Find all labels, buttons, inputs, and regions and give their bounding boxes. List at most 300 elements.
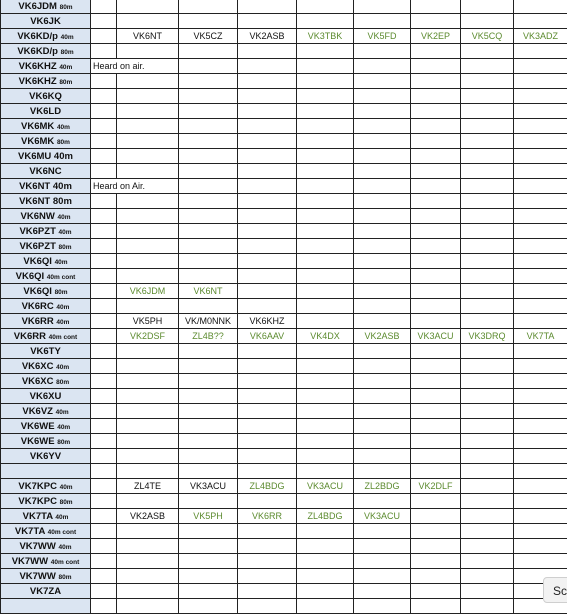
contact-cell[interactable]: [411, 524, 461, 539]
contact-cell[interactable]: [411, 119, 461, 134]
contact-cell[interactable]: VK6RR: [238, 509, 297, 524]
contact-cell[interactable]: [179, 599, 238, 614]
contact-cell[interactable]: [179, 194, 238, 209]
contact-cell[interactable]: [514, 434, 567, 449]
contact-cell[interactable]: [117, 164, 179, 179]
contact-cell[interactable]: [297, 389, 354, 404]
contact-cell[interactable]: [461, 434, 514, 449]
contact-cell[interactable]: [514, 494, 567, 509]
contact-cell[interactable]: [297, 254, 354, 269]
callsign-cell[interactable]: [1, 494, 91, 509]
contact-cell[interactable]: VK3ACU: [411, 329, 461, 344]
contact-cell[interactable]: [117, 209, 179, 224]
contact-cell[interactable]: VK3DRQ: [461, 329, 514, 344]
contact-cell[interactable]: [179, 134, 238, 149]
contact-cell[interactable]: [354, 74, 411, 89]
contact-cell[interactable]: [514, 389, 567, 404]
contact-cell[interactable]: [461, 569, 514, 584]
contact-cell[interactable]: [179, 389, 238, 404]
callsign-cell[interactable]: [1, 149, 91, 164]
contact-cell[interactable]: [297, 299, 354, 314]
contact-cell[interactable]: [461, 134, 514, 149]
contact-cell[interactable]: [179, 89, 238, 104]
contact-cell[interactable]: [354, 89, 411, 104]
contact-cell[interactable]: [117, 494, 179, 509]
contact-cell[interactable]: [179, 59, 238, 74]
contact-cell[interactable]: [179, 119, 238, 134]
contact-cell[interactable]: [514, 0, 567, 14]
contact-cell[interactable]: [297, 269, 354, 284]
contact-cell[interactable]: [461, 464, 514, 479]
contact-cell[interactable]: [354, 314, 411, 329]
contact-cell[interactable]: [117, 389, 179, 404]
callsign-cell[interactable]: [1, 554, 91, 569]
contact-cell[interactable]: [461, 104, 514, 119]
contact-cell[interactable]: [297, 89, 354, 104]
note-cell[interactable]: [91, 239, 117, 254]
callsign-cell[interactable]: [1, 419, 91, 434]
contact-cell[interactable]: [461, 539, 514, 554]
callsign-cell[interactable]: [1, 74, 91, 89]
note-cell[interactable]: [91, 134, 117, 149]
contact-cell[interactable]: [179, 254, 238, 269]
contact-cell[interactable]: [461, 299, 514, 314]
contact-cell[interactable]: [461, 449, 514, 464]
callsign-cell[interactable]: [1, 539, 91, 554]
contact-cell[interactable]: [411, 299, 461, 314]
contact-cell[interactable]: [297, 494, 354, 509]
contact-cell[interactable]: [514, 14, 567, 29]
callsign-cell[interactable]: [1, 599, 91, 614]
contact-cell[interactable]: [117, 404, 179, 419]
contact-cell[interactable]: [117, 419, 179, 434]
contact-cell[interactable]: [117, 194, 179, 209]
contact-cell[interactable]: [411, 599, 461, 614]
callsign-cell[interactable]: [1, 179, 91, 194]
note-cell[interactable]: [91, 524, 117, 539]
contact-cell[interactable]: [238, 494, 297, 509]
contact-cell[interactable]: [238, 404, 297, 419]
contact-cell[interactable]: [238, 284, 297, 299]
contact-cell[interactable]: [117, 149, 179, 164]
contact-cell[interactable]: [461, 194, 514, 209]
contact-cell[interactable]: [297, 104, 354, 119]
contact-cell[interactable]: [297, 554, 354, 569]
callsign-cell[interactable]: [1, 449, 91, 464]
contact-cell[interactable]: [461, 179, 514, 194]
contact-cell[interactable]: [411, 224, 461, 239]
contact-cell[interactable]: [238, 59, 297, 74]
contact-cell[interactable]: VK4DX: [297, 329, 354, 344]
contact-cell[interactable]: [297, 179, 354, 194]
contact-cell[interactable]: [411, 164, 461, 179]
contact-cell[interactable]: [238, 179, 297, 194]
contact-cell[interactable]: [411, 254, 461, 269]
note-cell[interactable]: [91, 344, 117, 359]
contact-cell[interactable]: VK6NT: [117, 29, 179, 44]
contact-cell[interactable]: [354, 299, 411, 314]
contact-cell[interactable]: [117, 599, 179, 614]
callsign-cell[interactable]: [1, 29, 91, 44]
callsign-cell[interactable]: [1, 119, 91, 134]
contact-cell[interactable]: [179, 149, 238, 164]
contact-cell[interactable]: [461, 269, 514, 284]
contact-cell[interactable]: [354, 164, 411, 179]
contact-cell[interactable]: [297, 314, 354, 329]
callsign-cell[interactable]: [1, 479, 91, 494]
contact-cell[interactable]: ZL4B??: [179, 329, 238, 344]
contact-cell[interactable]: [297, 539, 354, 554]
callsign-cell[interactable]: [1, 359, 91, 374]
contact-cell[interactable]: [514, 479, 567, 494]
contact-cell[interactable]: [179, 74, 238, 89]
contact-cell[interactable]: [514, 359, 567, 374]
contact-cell[interactable]: [179, 404, 238, 419]
callsign-cell[interactable]: [1, 299, 91, 314]
contact-cell[interactable]: [461, 119, 514, 134]
callsign-cell[interactable]: [1, 0, 91, 14]
contact-cell[interactable]: [297, 419, 354, 434]
contact-cell[interactable]: [514, 419, 567, 434]
note-cell[interactable]: [91, 374, 117, 389]
callsign-cell[interactable]: [1, 344, 91, 359]
note-cell[interactable]: [91, 299, 117, 314]
contact-cell[interactable]: [514, 254, 567, 269]
note-cell[interactable]: [91, 554, 117, 569]
contact-cell[interactable]: [514, 134, 567, 149]
note-cell[interactable]: [91, 44, 117, 59]
contact-cell[interactable]: [179, 494, 238, 509]
callsign-cell[interactable]: [1, 209, 91, 224]
contact-cell[interactable]: [117, 464, 179, 479]
contact-cell[interactable]: [354, 284, 411, 299]
contact-cell[interactable]: [297, 14, 354, 29]
contact-cell[interactable]: [179, 419, 238, 434]
contact-cell[interactable]: [179, 179, 238, 194]
contact-cell[interactable]: [179, 434, 238, 449]
contact-cell[interactable]: [411, 269, 461, 284]
contact-cell[interactable]: [411, 554, 461, 569]
contact-cell[interactable]: [117, 434, 179, 449]
callsign-cell[interactable]: [1, 329, 91, 344]
contact-cell[interactable]: [297, 59, 354, 74]
contact-cell[interactable]: [461, 524, 514, 539]
contact-cell[interactable]: [179, 239, 238, 254]
contact-cell[interactable]: [411, 59, 461, 74]
contact-cell[interactable]: [297, 74, 354, 89]
contact-cell[interactable]: [354, 539, 411, 554]
contact-cell[interactable]: [514, 539, 567, 554]
contact-cell[interactable]: [354, 149, 411, 164]
contact-cell[interactable]: [297, 359, 354, 374]
contact-cell[interactable]: [514, 74, 567, 89]
contact-cell[interactable]: [117, 299, 179, 314]
contact-cell[interactable]: [238, 14, 297, 29]
contact-cell[interactable]: [461, 224, 514, 239]
contact-cell[interactable]: [238, 464, 297, 479]
contact-cell[interactable]: [461, 14, 514, 29]
note-cell[interactable]: [91, 149, 117, 164]
contact-cell[interactable]: [179, 344, 238, 359]
contact-cell[interactable]: [411, 464, 461, 479]
contact-cell[interactable]: [354, 254, 411, 269]
contact-cell[interactable]: [117, 524, 179, 539]
contact-cell[interactable]: [461, 389, 514, 404]
contact-cell[interactable]: [179, 104, 238, 119]
contact-cell[interactable]: ZL4BDG: [297, 509, 354, 524]
contact-cell[interactable]: [117, 374, 179, 389]
contact-cell[interactable]: [117, 74, 179, 89]
contact-cell[interactable]: [514, 524, 567, 539]
contact-cell[interactable]: [238, 254, 297, 269]
contact-cell[interactable]: [297, 569, 354, 584]
contact-cell[interactable]: [514, 284, 567, 299]
contact-cell[interactable]: [238, 209, 297, 224]
contact-cell[interactable]: [514, 164, 567, 179]
contact-cell[interactable]: [411, 509, 461, 524]
contact-cell[interactable]: [411, 89, 461, 104]
contact-cell[interactable]: [514, 59, 567, 74]
callsign-cell[interactable]: [1, 89, 91, 104]
contact-cell[interactable]: [354, 224, 411, 239]
note-cell[interactable]: [91, 494, 117, 509]
contact-cell[interactable]: [354, 584, 411, 599]
contact-cell[interactable]: [514, 179, 567, 194]
callsign-cell[interactable]: [1, 224, 91, 239]
contact-cell[interactable]: [411, 359, 461, 374]
contact-cell[interactable]: [179, 44, 238, 59]
contact-cell[interactable]: [179, 524, 238, 539]
contact-cell[interactable]: VK6JDM: [117, 284, 179, 299]
contact-cell[interactable]: [117, 224, 179, 239]
contact-cell[interactable]: [297, 194, 354, 209]
contact-cell[interactable]: [411, 239, 461, 254]
contact-cell[interactable]: [514, 89, 567, 104]
note-cell[interactable]: [91, 284, 117, 299]
contact-cell[interactable]: [461, 284, 514, 299]
contact-cell[interactable]: [411, 104, 461, 119]
contact-cell[interactable]: [514, 404, 567, 419]
contact-cell[interactable]: [297, 44, 354, 59]
contact-cell[interactable]: [354, 494, 411, 509]
callsign-cell[interactable]: [1, 44, 91, 59]
contact-cell[interactable]: [238, 104, 297, 119]
contact-cell[interactable]: [297, 404, 354, 419]
contact-cell[interactable]: VK/M0NNK: [179, 314, 238, 329]
contact-cell[interactable]: [411, 374, 461, 389]
contact-cell[interactable]: [514, 554, 567, 569]
contact-cell[interactable]: [354, 194, 411, 209]
contact-cell[interactable]: [461, 374, 514, 389]
contact-cell[interactable]: VK5PH: [117, 314, 179, 329]
contact-cell[interactable]: [461, 314, 514, 329]
contact-cell[interactable]: [461, 509, 514, 524]
contact-cell[interactable]: [411, 74, 461, 89]
note-cell[interactable]: [91, 269, 117, 284]
contact-cell[interactable]: [411, 0, 461, 14]
contact-cell[interactable]: [238, 149, 297, 164]
contact-cell[interactable]: [354, 434, 411, 449]
contact-cell[interactable]: [514, 464, 567, 479]
contact-cell[interactable]: VK6NT: [179, 284, 238, 299]
note-cell[interactable]: [91, 89, 117, 104]
contact-cell[interactable]: [514, 104, 567, 119]
contact-cell[interactable]: [179, 554, 238, 569]
contact-cell[interactable]: [354, 554, 411, 569]
contact-cell[interactable]: [238, 524, 297, 539]
contact-cell[interactable]: [514, 374, 567, 389]
callsign-cell[interactable]: [1, 389, 91, 404]
contact-cell[interactable]: [354, 419, 411, 434]
note-cell[interactable]: [91, 479, 117, 494]
callsign-cell[interactable]: [1, 269, 91, 284]
contact-cell[interactable]: [411, 404, 461, 419]
contact-cell[interactable]: [117, 539, 179, 554]
contact-cell[interactable]: [297, 584, 354, 599]
contact-cell[interactable]: [461, 554, 514, 569]
note-cell[interactable]: Heard on air.: [91, 59, 117, 74]
contact-cell[interactable]: [354, 389, 411, 404]
contact-cell[interactable]: [117, 0, 179, 14]
contact-cell[interactable]: [354, 599, 411, 614]
contact-cell[interactable]: VK2EP: [411, 29, 461, 44]
contact-cell[interactable]: [238, 0, 297, 14]
contact-cell[interactable]: [354, 404, 411, 419]
contact-cell[interactable]: [514, 194, 567, 209]
callsign-cell[interactable]: [1, 194, 91, 209]
contact-cell[interactable]: [461, 599, 514, 614]
contact-cell[interactable]: [514, 119, 567, 134]
contact-cell[interactable]: VK3TBK: [297, 29, 354, 44]
contact-cell[interactable]: [461, 584, 514, 599]
contact-cell[interactable]: [514, 299, 567, 314]
note-cell[interactable]: [91, 599, 117, 614]
note-cell[interactable]: [91, 449, 117, 464]
contact-cell[interactable]: ZL4TE: [117, 479, 179, 494]
contact-cell[interactable]: [514, 344, 567, 359]
contact-cell[interactable]: [179, 449, 238, 464]
contact-cell[interactable]: [514, 509, 567, 524]
contact-cell[interactable]: [411, 419, 461, 434]
contact-cell[interactable]: [297, 344, 354, 359]
note-cell[interactable]: [91, 509, 117, 524]
note-cell[interactable]: [91, 74, 117, 89]
contact-cell[interactable]: [354, 14, 411, 29]
contact-cell[interactable]: [411, 149, 461, 164]
callsign-cell[interactable]: [1, 284, 91, 299]
contact-cell[interactable]: [297, 119, 354, 134]
callsign-cell[interactable]: [1, 164, 91, 179]
contact-cell[interactable]: [179, 569, 238, 584]
contact-cell[interactable]: [238, 344, 297, 359]
contact-cell[interactable]: [117, 14, 179, 29]
contact-cell[interactable]: [117, 119, 179, 134]
contact-cell[interactable]: [461, 89, 514, 104]
contact-cell[interactable]: [238, 89, 297, 104]
contact-cell[interactable]: [238, 239, 297, 254]
contact-cell[interactable]: VK2ASB: [354, 329, 411, 344]
contact-cell[interactable]: [297, 209, 354, 224]
contact-cell[interactable]: [238, 599, 297, 614]
contact-cell[interactable]: [238, 164, 297, 179]
note-cell[interactable]: Heard on Air.: [91, 179, 117, 194]
contact-cell[interactable]: [238, 449, 297, 464]
contact-cell[interactable]: VK5CZ: [179, 29, 238, 44]
callsign-cell[interactable]: [1, 464, 91, 479]
contact-cell[interactable]: [297, 464, 354, 479]
contact-cell[interactable]: [461, 209, 514, 224]
note-cell[interactable]: [91, 464, 117, 479]
contact-cell[interactable]: [238, 224, 297, 239]
contact-cell[interactable]: [514, 224, 567, 239]
contact-cell[interactable]: [461, 359, 514, 374]
contact-cell[interactable]: [179, 224, 238, 239]
contact-cell[interactable]: [514, 149, 567, 164]
contact-cell[interactable]: [514, 239, 567, 254]
contact-cell[interactable]: VK6KHZ: [238, 314, 297, 329]
contact-cell[interactable]: [117, 134, 179, 149]
note-cell[interactable]: [91, 314, 117, 329]
contact-cell[interactable]: VK2DLF: [411, 479, 461, 494]
contact-cell[interactable]: [297, 0, 354, 14]
note-cell[interactable]: [91, 209, 117, 224]
contact-cell[interactable]: [411, 569, 461, 584]
callsign-cell[interactable]: [1, 524, 91, 539]
note-cell[interactable]: [91, 164, 117, 179]
contact-cell[interactable]: [117, 584, 179, 599]
contact-cell[interactable]: ZL4BDG: [238, 479, 297, 494]
callsign-cell[interactable]: [1, 254, 91, 269]
contact-cell[interactable]: [117, 89, 179, 104]
contact-cell[interactable]: [238, 359, 297, 374]
note-cell[interactable]: [91, 584, 117, 599]
contact-cell[interactable]: [117, 104, 179, 119]
contact-cell[interactable]: [117, 239, 179, 254]
contact-cell[interactable]: [297, 239, 354, 254]
contact-cell[interactable]: [354, 344, 411, 359]
contact-cell[interactable]: [117, 269, 179, 284]
contact-cell[interactable]: [297, 164, 354, 179]
contact-cell[interactable]: [238, 569, 297, 584]
contact-cell[interactable]: [238, 374, 297, 389]
contact-cell[interactable]: [411, 494, 461, 509]
contact-cell[interactable]: [297, 449, 354, 464]
contact-cell[interactable]: [179, 269, 238, 284]
contact-cell[interactable]: [354, 209, 411, 224]
contact-cell[interactable]: [297, 224, 354, 239]
contact-cell[interactable]: [411, 344, 461, 359]
contact-cell[interactable]: [238, 584, 297, 599]
contact-cell[interactable]: [461, 74, 514, 89]
note-cell[interactable]: [91, 29, 117, 44]
contact-cell[interactable]: VK2ASB: [238, 29, 297, 44]
contact-cell[interactable]: [411, 209, 461, 224]
corner-button[interactable]: Sc: [543, 577, 567, 603]
contact-cell[interactable]: [117, 359, 179, 374]
note-cell[interactable]: [91, 254, 117, 269]
contact-cell[interactable]: [297, 149, 354, 164]
contact-cell[interactable]: [354, 104, 411, 119]
contact-cell[interactable]: [461, 44, 514, 59]
callsign-cell[interactable]: [1, 239, 91, 254]
note-cell[interactable]: [91, 194, 117, 209]
note-cell[interactable]: [91, 434, 117, 449]
contact-cell[interactable]: VK2ASB: [117, 509, 179, 524]
contact-cell[interactable]: [411, 584, 461, 599]
contact-cell[interactable]: [411, 14, 461, 29]
contact-cell[interactable]: [411, 434, 461, 449]
contact-cell[interactable]: [411, 284, 461, 299]
